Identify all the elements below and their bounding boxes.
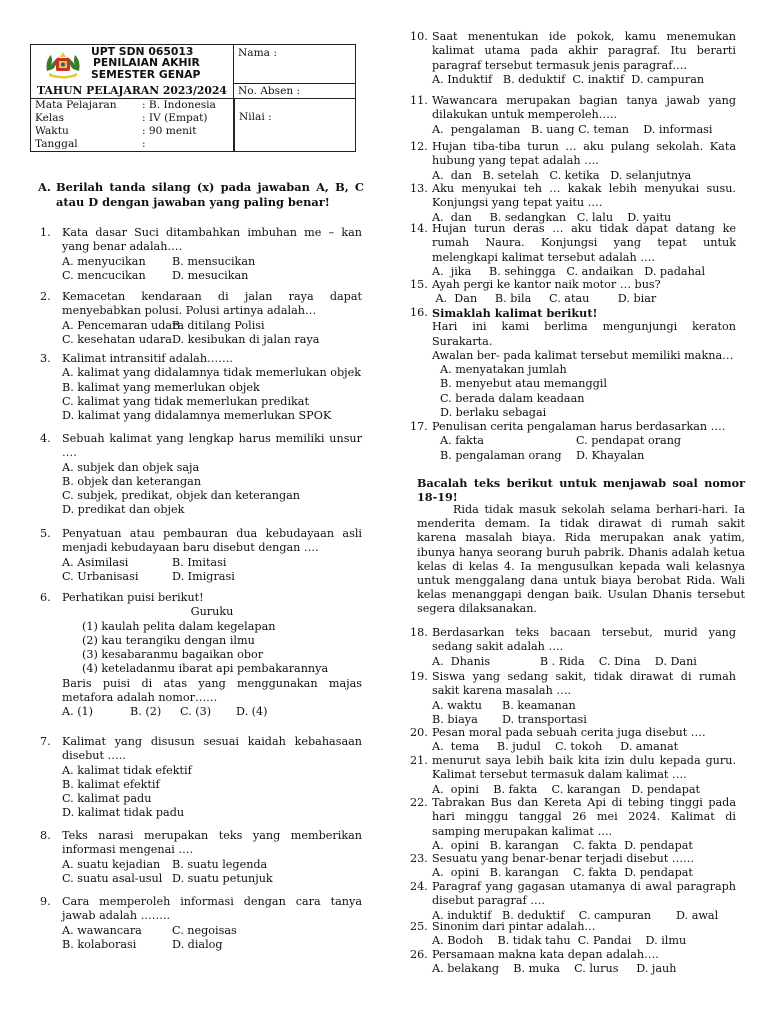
- school-line: PENILAIAN AKHIR: [93, 56, 200, 70]
- option-row: [432, 434, 736, 448]
- answer-option: B. kalimat yang memerlukan objek: [62, 380, 260, 394]
- nama-field: Nama :: [238, 47, 277, 59]
- answer-option: D. suatu petunjuk: [172, 871, 273, 885]
- question-body: [410, 852, 736, 881]
- question-body: [410, 30, 736, 87]
- poem-line: (4) keteladanmu ibarat api pembakarannya: [82, 662, 329, 676]
- question-body: [410, 948, 736, 977]
- option-row: [62, 858, 362, 872]
- info-row: [35, 138, 229, 151]
- answer-option: B. (2): [130, 705, 162, 719]
- reading-passage: Rida tidak masuk sekolah selama berhari-hari. Ia menderita demam. Ia tidak dirawat di rumah sakit karena masalah biaya. Rida merupakan anak yatim, ibunya hanya seorang buruh pabrik. Dhanis adalah ketua kelas di kelas 4. Ia mengusulkan kepada wali kelasnya untuk menggalang dana untuk biaya berobat Rida. Wali kelas menanggapi dengan baik. Usulan Dhanis tersebut segera dilaksanakan.: [417, 503, 745, 616]
- question-number: 20.: [410, 726, 428, 739]
- question-text: Berdasarkan teks bacaan tersebut, murid yang sedang sakit adalah ….: [432, 626, 736, 654]
- question-item: [410, 796, 736, 853]
- question-item: [410, 420, 736, 463]
- question-item: [410, 222, 736, 279]
- question-number: 6.: [40, 591, 51, 604]
- option-row: [62, 872, 362, 886]
- answer-options-line: A. pengalaman B. uang C. teman D. informasi: [432, 122, 713, 136]
- instruction: [38, 180, 364, 210]
- question-number: 21.: [410, 754, 428, 767]
- option-row: [432, 449, 736, 463]
- question-text: Penulisan cerita pengalaman harus berdasarkan ….: [432, 420, 726, 433]
- question-number: 17.: [410, 420, 428, 433]
- question-number: 8.: [40, 829, 51, 842]
- question-item: [30, 591, 362, 720]
- question-item: [30, 895, 362, 952]
- info-value: : IV (Empat): [142, 112, 208, 124]
- question-number: 15.: [410, 278, 428, 291]
- info-value: :: [142, 138, 146, 150]
- question-prompt: Awalan ber- pada kalimat tersebut memiliki makna…: [432, 348, 734, 362]
- info-key: Tanggal: [35, 138, 78, 150]
- question-text: Sinonim dari pintar adalah…: [432, 920, 596, 933]
- question-text: Penyatuan atau pembauran dua kebudayaan asli menjadi kebudayaan baru disebut dengan ….: [62, 527, 362, 555]
- exam-header-table: [30, 44, 356, 152]
- question-item: [410, 30, 736, 87]
- question-text: menurut saya lebih baik kita izin dulu kepada guru. Kalimat tersebut termasuk dalam kalimat ….: [432, 754, 736, 782]
- question-number: 5.: [40, 527, 51, 540]
- option-row: [62, 570, 362, 584]
- question-number: 14.: [410, 222, 428, 235]
- reading-title: Bacalah teks berikut untuk menjawab soal nomor 18-19!: [417, 476, 745, 505]
- question-body: [410, 420, 736, 463]
- answer-option: C. berada dalam keadaan: [440, 391, 585, 405]
- info-row: [35, 125, 229, 138]
- question-body: [410, 94, 736, 137]
- question-body: [30, 735, 362, 821]
- question-item: [410, 306, 736, 420]
- answer-option: A. menyucikan: [62, 254, 146, 268]
- school-name-block: [91, 46, 200, 80]
- question-number: 9.: [40, 895, 51, 908]
- question-item: [410, 852, 736, 881]
- info-value: : 90 menit: [142, 125, 197, 137]
- answer-option: C. kalimat padu: [62, 792, 152, 806]
- answer-option: A. subjek dan objek saja: [62, 460, 200, 474]
- question-body: [30, 829, 362, 886]
- nilai-field: Nilai :: [234, 99, 355, 151]
- question-number: 26.: [410, 948, 428, 961]
- option-row: [62, 333, 362, 347]
- question-text: Hujan tiba-tiba turun … aku pulang sekolah. Kata hubung yang tepat adalah ….: [432, 140, 736, 168]
- question-item: [410, 182, 736, 225]
- answer-option: D. Imigrasi: [172, 569, 235, 583]
- option-row: [62, 255, 362, 269]
- answer-option: B. objek dan keterangan: [62, 474, 202, 488]
- question-number: 11.: [410, 94, 428, 107]
- answer-option: B. mensucikan: [172, 254, 256, 268]
- answer-option: B. pengalaman orang: [440, 448, 562, 462]
- question-item: [410, 140, 736, 183]
- question-text: Cara memperoleh informasi dengan cara tanya jawab adalah ……..: [62, 895, 362, 923]
- answer-option: C. negoisas: [172, 923, 237, 937]
- question-text: Aku menyukai teh … kakak lebih menyukai susu. Konjungsi yang tepat yaitu ….: [432, 182, 736, 210]
- answer-option: C. suatu asal-usul: [62, 871, 163, 885]
- question-text: Perhatikan puisi berikut!: [62, 591, 204, 604]
- question-number: 4.: [40, 432, 51, 445]
- question-item: [410, 880, 736, 923]
- answer-option: A. fakta: [440, 434, 484, 448]
- answer-option: D. kalimat tidak padu: [62, 806, 185, 820]
- question-body: [410, 726, 736, 755]
- answer-option: C. mencucikan: [62, 268, 146, 282]
- question-number: 24.: [410, 880, 428, 893]
- question-body: [410, 222, 736, 279]
- question-text: Simaklah kalimat berikut!: [432, 306, 598, 320]
- info-key: Kelas: [35, 112, 65, 124]
- answer-option: A. Asimilasi: [62, 555, 129, 569]
- option-row: [62, 705, 362, 719]
- answer-option: A. waktu: [432, 698, 482, 712]
- question-number: 2.: [40, 290, 51, 303]
- instruction-label: A.: [38, 180, 51, 194]
- option-row: [62, 319, 362, 333]
- answer-option: A. Pencemaran udara: [62, 318, 185, 332]
- question-body: [410, 278, 736, 307]
- answer-option: C. pendapat orang: [576, 434, 682, 448]
- question-text: Hujan turun deras … aku tidak dapat datang ke rumah Naura. Konjungsi yang tepat untuk melengkapi kalimat tersebut adalah ….: [432, 222, 736, 264]
- answer-option: B. Imitasi: [172, 555, 227, 569]
- question-body: [410, 306, 736, 420]
- answer-options-line: A. tema B. judul C. tokoh D. amanat: [432, 740, 679, 754]
- question-body: [30, 895, 362, 952]
- question-body: [410, 754, 736, 797]
- question-item: [410, 670, 736, 727]
- question-text: Persamaan makna kata depan adalah….: [432, 948, 659, 961]
- answer-option: C. Urbanisasi: [62, 569, 139, 583]
- answer-options-line: A. Bodoh B. tidak tahu C. Pandai D. ilmu: [432, 934, 687, 948]
- answer-options-line: A. Dan B. bila C. atau D. biar: [432, 292, 657, 306]
- school-line: UPT SDN 065013: [91, 45, 194, 58]
- question-number: 22.: [410, 796, 428, 809]
- question-text: Kalimat intransitif adalah…….: [62, 352, 233, 365]
- question-item: [410, 948, 736, 977]
- answer-options-line: A. Induktif B. deduktif C. inaktif D. campuran: [432, 72, 705, 86]
- answer-option: C. kalimat yang tidak memerlukan predikat: [62, 394, 309, 408]
- answer-option: A. wawancara: [62, 923, 142, 937]
- answer-option: A. kalimat tidak efektif: [62, 763, 192, 777]
- question-text: Sebuah kalimat yang lengkap harus memiliki unsur ….: [62, 432, 362, 460]
- question-item: [410, 920, 736, 949]
- question-item: [30, 735, 362, 821]
- question-number: 18.: [410, 626, 428, 639]
- answer-option: C. kesehatan udara: [62, 332, 172, 346]
- question-body: [30, 432, 362, 518]
- question-item: [30, 290, 362, 347]
- answer-options-line: A. opini B. fakta C. karangan D. pendapat: [432, 782, 701, 796]
- question-item: [30, 432, 362, 518]
- info-value: : B. Indonesia: [142, 99, 216, 111]
- answer-option: D. dialog: [172, 937, 223, 951]
- answer-option: A. (1): [62, 705, 94, 719]
- poem-line: (2) kau terangiku dengan ilmu: [82, 633, 255, 647]
- poem-line: (3) kesabaranmu bagaikan obor: [82, 648, 264, 662]
- question-body: [410, 626, 736, 669]
- question-text: Ayah pergi ke kantor naik motor … bus?: [432, 278, 661, 291]
- question-text: Siswa yang sedang sakit, tidak dirawat di rumah sakit karena masalah ….: [432, 670, 736, 698]
- question-text: Pesan moral pada sebuah cerita juga disebut ….: [432, 726, 706, 739]
- option-row: [62, 269, 362, 283]
- question-text: Kata dasar Suci ditambahkan imbuhan me – kan yang benar adalah….: [62, 226, 362, 254]
- question-text: Kalimat yang disusun sesuai kaidah kebahasaan disebut …..: [62, 735, 362, 763]
- question-item: [410, 94, 736, 137]
- question-body: [410, 920, 736, 949]
- question-number: 13.: [410, 182, 428, 195]
- answer-option: A. suatu kejadian: [62, 857, 161, 871]
- instruction-text: Berilah tanda silang (x) pada jawaban A, B, C atau D dengan jawaban yang paling benar!: [56, 180, 364, 209]
- question-number: 19.: [410, 670, 428, 683]
- answer-option: D. kesibukan di jalan raya: [172, 332, 320, 346]
- question-item: [410, 278, 736, 307]
- info-row: [35, 112, 229, 125]
- answer-options-line: A. Dhanis B . Rida C. Dina D. Dani: [432, 654, 697, 668]
- question-item: [410, 626, 736, 669]
- question-body: [410, 182, 736, 225]
- question-body: [410, 796, 736, 853]
- answer-option: D. Khayalan: [576, 448, 645, 462]
- question-item: [410, 726, 736, 755]
- answer-options-line: A. jika B. sehingga C. andaikan D. padahal: [432, 264, 706, 278]
- option-row: [432, 699, 736, 713]
- no-absen-field: No. Absen :: [234, 83, 355, 99]
- answer-option: A. kalimat yang didalamnya tidak memerlukan objek: [62, 366, 362, 380]
- answer-options-line: A. opini B. karangan C. fakta D. pendapat: [432, 838, 693, 852]
- question-item: [30, 527, 362, 584]
- answer-option: B. kalimat efektif: [62, 777, 160, 791]
- answer-option: D. predikat dan objek: [62, 503, 185, 517]
- question-number: 10.: [410, 30, 428, 43]
- question-followup: Baris puisi di atas yang menggunakan majas metafora adalah nomor……: [62, 676, 362, 705]
- question-number: 7.: [40, 735, 51, 748]
- question-text: Sesuatu yang benar-benar terjadi disebut ……: [432, 852, 695, 865]
- answer-options-line: A. dan B. sedangkan C. lalu D. yaitu: [432, 210, 672, 224]
- question-text: Tabrakan Bus dan Kereta Api di tebing tinggi pada hari minggu tanggal 26 mei 2024. Kalimat di samping merupakan kalimat ….: [432, 796, 736, 838]
- option-row: [62, 924, 362, 938]
- question-body: [30, 591, 362, 720]
- answer-option: D. kalimat yang didalamnya memerlukan SPOK: [62, 409, 332, 423]
- question-text: Teks narasi merupakan teks yang memberikan informasi mengenai ….: [62, 829, 362, 857]
- answer-option: A. menyatakan jumlah: [440, 363, 567, 377]
- answer-options-line: A. dan B. setelah C. ketika D. selanjutnya: [432, 168, 692, 182]
- question-body: [410, 140, 736, 183]
- question-item: [30, 829, 362, 886]
- school-line: SEMESTER GENAP: [91, 67, 201, 81]
- answer-option: B. menyebut atau memanggil: [440, 377, 607, 391]
- option-row: [62, 938, 362, 952]
- question-text: Paragraf yang gagasan utamanya di awal paragraph disebut paragraf ….: [432, 880, 736, 908]
- question-body: [30, 527, 362, 584]
- answer-option: D. berlaku sebagai: [440, 406, 547, 420]
- question-body: [410, 670, 736, 727]
- answer-options-line: A. opini B. karangan C. fakta D. pendapat: [432, 866, 693, 880]
- question-body: [30, 226, 362, 283]
- answer-option: D. transportasi: [502, 712, 587, 726]
- question-text: Kemacetan kendaraan di jalan raya dapat menyebabkan polusi. Polusi artinya adalah…: [62, 290, 362, 318]
- answer-option: B. ditilang Polisi: [172, 318, 265, 332]
- question-text: Wawancara merupakan bagian tanya jawab yang dilakukan untuk memperoleh…..: [432, 94, 736, 122]
- info-key: Mata Pelajaran: [35, 99, 117, 111]
- question-text: Saat menentukan ide pokok, kamu menemukan kalimat utama pada akhir paragraf. Itu berarti paragraf tersebut termasuk jenis paragraf….: [432, 30, 736, 72]
- question-number: 3.: [40, 352, 51, 365]
- poem-title: Guruku: [190, 605, 234, 619]
- answer-option: C. subjek, predikat, objek dan keterangan: [62, 489, 300, 503]
- question-number: 16.: [410, 306, 428, 319]
- question-number: 1.: [40, 226, 51, 239]
- question-item: [30, 352, 362, 423]
- answer-option: D. mesucikan: [172, 268, 249, 282]
- info-row: [35, 99, 229, 112]
- question-sentence: Hari ini kami berlima mengunjungi keraton Surakarta.: [432, 320, 736, 348]
- answer-options-line: A. induktif B. deduktif C. campuran D. awal: [432, 908, 719, 922]
- question-number: 25.: [410, 920, 428, 933]
- answer-option: C. (3): [180, 705, 212, 719]
- subject-info: [31, 99, 234, 151]
- answer-option: D. (4): [236, 705, 268, 719]
- answer-options-line: A. belakang B. muka C. lurus D. jauh: [432, 962, 677, 976]
- question-body: [30, 352, 362, 423]
- question-body: [30, 290, 362, 347]
- answer-option: B. kolaborasi: [62, 937, 137, 951]
- question-item: [410, 754, 736, 797]
- info-key: Waktu: [35, 125, 69, 137]
- question-number: 23.: [410, 852, 428, 865]
- poem-line: (1) kaulah pelita dalam kegelapan: [82, 619, 276, 633]
- question-item: [30, 226, 362, 283]
- answer-option: B. biaya: [432, 712, 478, 726]
- question-body: [410, 880, 736, 923]
- option-row: [62, 556, 362, 570]
- tahun-pelajaran: TAHUN PELAJARAN 2023/2024: [31, 83, 234, 99]
- question-number: 12.: [410, 140, 428, 153]
- answer-option: B. keamanan: [502, 698, 576, 712]
- school-logo-icon: [43, 49, 83, 79]
- answer-option: B. suatu legenda: [172, 857, 268, 871]
